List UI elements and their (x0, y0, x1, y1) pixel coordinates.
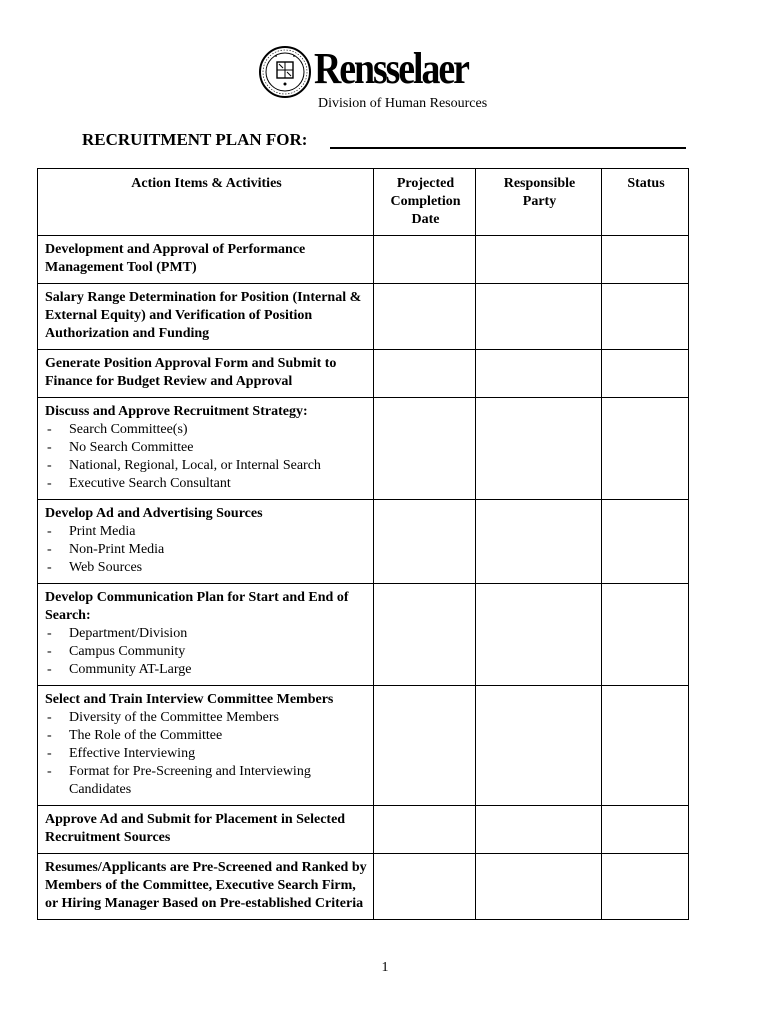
action-item-cell (38, 500, 374, 584)
page-number: 1 (381, 960, 389, 975)
completion-date-cell[interactable] (374, 284, 476, 350)
sub-item-label: Campus Community (69, 644, 186, 659)
responsible-party-cell[interactable] (476, 854, 602, 920)
sub-item (45, 727, 368, 745)
sub-item (45, 457, 368, 475)
dash-bullet-icon: - (47, 626, 52, 641)
action-item-title: Develop Ad and Advertising Sources (45, 506, 263, 521)
sub-item (45, 421, 368, 439)
action-item-cell (38, 236, 374, 284)
dash-bullet-icon: - (47, 662, 52, 677)
action-item-cell (38, 398, 374, 500)
completion-date-cell[interactable] (374, 584, 476, 686)
sub-item-label: The Role of the Committee (69, 728, 223, 743)
sub-item (45, 625, 368, 643)
recruitment-plan-table (37, 168, 689, 920)
completion-date-cell[interactable] (374, 236, 476, 284)
table-body (38, 236, 689, 920)
sub-item-label: Community AT-Large (69, 662, 192, 677)
status-cell[interactable] (602, 350, 689, 398)
completion-date-cell[interactable] (374, 854, 476, 920)
responsible-party-cell[interactable] (476, 686, 602, 806)
column-header-status: Status (602, 169, 689, 236)
sub-item (45, 763, 368, 799)
status-cell[interactable] (602, 806, 689, 854)
sub-item-label: Search Committee(s) (69, 422, 188, 437)
completion-date-cell[interactable] (374, 350, 476, 398)
table-row (38, 686, 689, 806)
dash-bullet-icon: - (47, 440, 52, 455)
sub-item-label: Non-Print Media (69, 542, 165, 557)
action-item-title: Salary Range Determination for Position (Internal & External Equity) and Verification of Position Authorization and Funding (45, 290, 362, 341)
action-item-cell (38, 686, 374, 806)
action-item-title: Development and Approval of Performance Management Tool (PMT) (45, 242, 306, 275)
action-item-title: Develop Communication Plan for Start and End of Search: (45, 590, 349, 623)
action-item-cell (38, 854, 374, 920)
table-row (38, 350, 689, 398)
sub-item-label: Executive Search Consultant (69, 476, 231, 491)
table-header-row (38, 169, 689, 236)
action-item-cell (38, 584, 374, 686)
sub-item (45, 559, 368, 577)
sub-item-label: Print Media (69, 524, 136, 539)
sub-item (45, 439, 368, 457)
sub-item (45, 475, 368, 493)
sub-item (45, 541, 368, 559)
responsible-party-cell[interactable] (476, 806, 602, 854)
table-row (38, 584, 689, 686)
institute-seal-icon (258, 45, 312, 99)
sub-item-label: Diversity of the Committee Members (69, 710, 279, 725)
table-row (38, 236, 689, 284)
completion-date-cell[interactable] (374, 500, 476, 584)
table-row (38, 398, 689, 500)
dash-bullet-icon: - (47, 764, 52, 779)
status-cell[interactable] (602, 854, 689, 920)
column-header-completion-date-label: Projected Completion Date (390, 176, 461, 227)
sub-item-label: No Search Committee (69, 440, 194, 455)
sub-item-label: Effective Interviewing (69, 746, 196, 761)
brand-wordmark: Rensselaer (314, 44, 468, 93)
status-cell[interactable] (602, 236, 689, 284)
dash-bullet-icon: - (47, 644, 52, 659)
dash-bullet-icon: - (47, 524, 52, 539)
sub-item-label: Format for Pre-Screening and Interviewing Candidates (69, 764, 311, 797)
status-cell[interactable] (602, 686, 689, 806)
table-row (38, 854, 689, 920)
action-item-cell (38, 806, 374, 854)
responsible-party-cell[interactable] (476, 284, 602, 350)
dash-bullet-icon: - (47, 746, 52, 761)
column-header-completion-date (374, 169, 476, 236)
responsible-party-cell[interactable] (476, 398, 602, 500)
action-item-title: Generate Position Approval Form and Submit to Finance for Budget Review and Approval (45, 356, 337, 389)
dash-bullet-icon: - (47, 476, 52, 491)
dash-bullet-icon: - (47, 728, 52, 743)
division-name: Division of Human Resources (318, 96, 488, 111)
completion-date-cell[interactable] (374, 398, 476, 500)
dash-bullet-icon: - (47, 542, 52, 557)
status-cell[interactable] (602, 584, 689, 686)
responsible-party-cell[interactable] (476, 584, 602, 686)
table-row (38, 500, 689, 584)
title-blank-line[interactable] (330, 147, 686, 149)
responsible-party-cell[interactable] (476, 500, 602, 584)
action-item-title: Discuss and Approve Recruitment Strategy: (45, 404, 308, 419)
sub-item-label: National, Regional, Local, or Internal Search (69, 458, 321, 473)
sub-item (45, 643, 368, 661)
column-header-responsible-party-label: Responsible Party (503, 176, 576, 209)
completion-date-cell[interactable] (374, 806, 476, 854)
action-item-title: Resumes/Applicants are Pre-Screened and Ranked by Members of the Committee, Executive Search Firm, or Hiring Manager Based on Pre-established Criteria (45, 860, 367, 911)
action-item-title: Select and Train Interview Committee Members (45, 692, 334, 707)
dash-bullet-icon: - (47, 458, 52, 473)
dash-bullet-icon: - (47, 560, 52, 575)
sub-item-label: Department/Division (69, 626, 188, 641)
sub-item-label: Web Sources (69, 560, 143, 575)
table-row (38, 284, 689, 350)
action-item-cell (38, 350, 374, 398)
page-title: RECRUITMENT PLAN FOR: (82, 130, 308, 149)
action-item-title: Approve Ad and Submit for Placement in Selected Recruitment Sources (45, 812, 346, 845)
responsible-party-cell[interactable] (476, 350, 602, 398)
column-header-action-items: Action Items & Activities (38, 169, 374, 236)
column-header-responsible-party (476, 169, 602, 236)
dash-bullet-icon: - (47, 422, 52, 437)
sub-item (45, 661, 368, 679)
sub-item (45, 523, 368, 541)
status-cell[interactable] (602, 284, 689, 350)
responsible-party-cell[interactable] (476, 236, 602, 284)
table-row (38, 806, 689, 854)
status-cell[interactable] (602, 398, 689, 500)
action-item-cell (38, 284, 374, 350)
dash-bullet-icon: - (47, 710, 52, 725)
status-cell[interactable] (602, 500, 689, 584)
sub-item (45, 709, 368, 727)
sub-item (45, 745, 368, 763)
letterhead (0, 40, 770, 120)
completion-date-cell[interactable] (374, 686, 476, 806)
